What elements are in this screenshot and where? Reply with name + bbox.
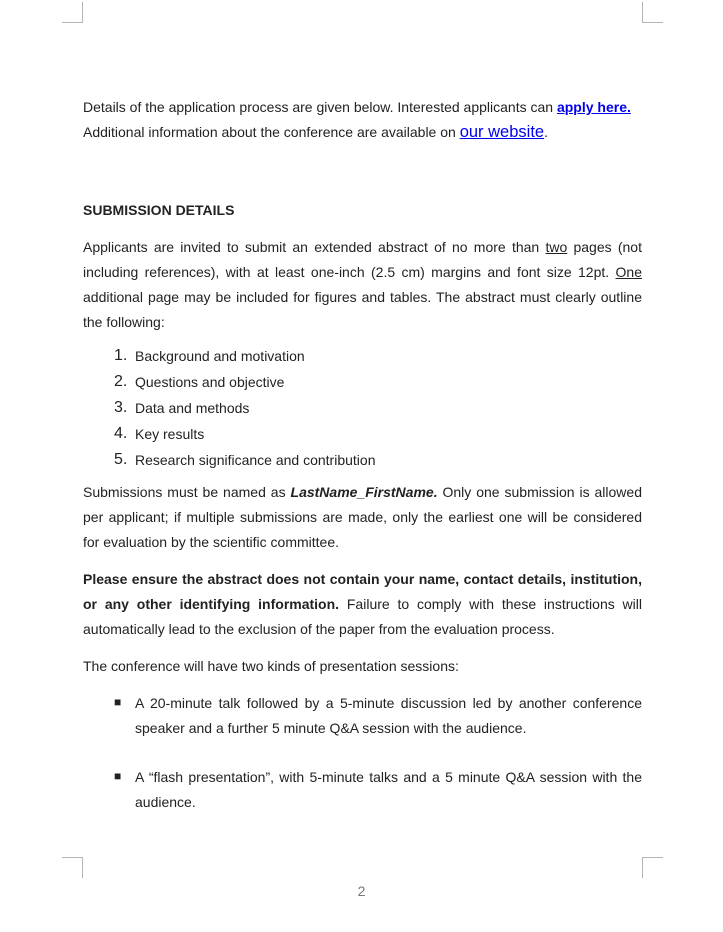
our-website-link[interactable]: our website (459, 123, 545, 141)
apply-here-link[interactable]: apply here. (556, 99, 631, 115)
crop-mark-top-right (642, 2, 663, 23)
abstract-underline-one: One (615, 264, 642, 280)
abstract-text-2: pages (not including references), with at least one-inch (2.5 cm) margins and font size 12pt. (83, 239, 642, 280)
list-number: 2. (114, 373, 128, 390)
list-item (83, 343, 642, 369)
list-item (83, 447, 642, 473)
list-item-label: Data and methods (135, 400, 250, 416)
anonymity-bold: Please ensure the abstract does not contain your name, contact details, institution, or any other identifying information. (83, 571, 642, 612)
anonymity-paragraph (83, 567, 642, 642)
sessions-list (83, 691, 642, 815)
list-number: 5. (114, 451, 128, 468)
naming-text-1: Submissions must be named as (83, 484, 291, 500)
naming-paragraph (83, 480, 642, 555)
list-item (83, 369, 642, 395)
abstract-text-3: additional page may be included for figures and tables. The abstract must clearly outline the following: (83, 289, 642, 330)
page-number: 2 (357, 883, 366, 899)
session-text: A “flash presentation”, with 5-minute talks and a 5 minute Q&A session with the audience. (135, 769, 642, 810)
crop-mark-bottom-right (642, 857, 663, 878)
intro-paragraph (83, 95, 642, 145)
abstract-text-1: Applicants are invited to submit an extended abstract of no more than (83, 239, 546, 255)
list-number: 4. (114, 425, 128, 442)
square-bullet-icon: ■ (114, 695, 122, 709)
filename-format: LastName_FirstName. (290, 484, 438, 500)
intro-line2: Additional information about the conference are available on (83, 124, 460, 140)
square-bullet-icon: ■ (114, 769, 122, 783)
list-item (83, 421, 642, 447)
abstract-paragraph (83, 235, 642, 335)
session-text: A 20-minute talk followed by a 5-minute discussion led by another conference speaker and a further 5 minute Q&A session with the audience. (135, 695, 642, 736)
crop-mark-top-left (62, 2, 83, 23)
page-body (83, 95, 642, 815)
anonymity-rest: Failure to comply with these instructions will automatically lead to the exclusion of the paper from the evaluation process. (83, 596, 642, 637)
list-item-label: Questions and objective (135, 374, 285, 390)
outline-list (83, 343, 642, 473)
list-item (83, 691, 642, 741)
list-item-label: Key results (135, 426, 205, 442)
crop-mark-bottom-left (62, 857, 83, 878)
sessions-intro: The conference will have two kinds of presentation sessions: (83, 658, 459, 674)
list-number: 3. (114, 399, 128, 416)
intro-line2-end: . (544, 124, 548, 140)
list-item-label: Research significance and contribution (135, 452, 376, 468)
list-number: 1. (114, 347, 128, 364)
section-heading: SUBMISSION DETAILS (83, 202, 235, 218)
list-item-label: Background and motivation (135, 348, 305, 364)
abstract-underline-two: two (545, 239, 568, 255)
list-item (83, 765, 642, 815)
naming-text-2: Only one submission is allowed per applicant; if multiple submissions are made, only the earliest one will be considered for evaluation by the scientific committee. (83, 484, 642, 550)
intro-line1: Details of the application process are given below. Interested applicants can (83, 99, 557, 115)
list-item (83, 395, 642, 421)
